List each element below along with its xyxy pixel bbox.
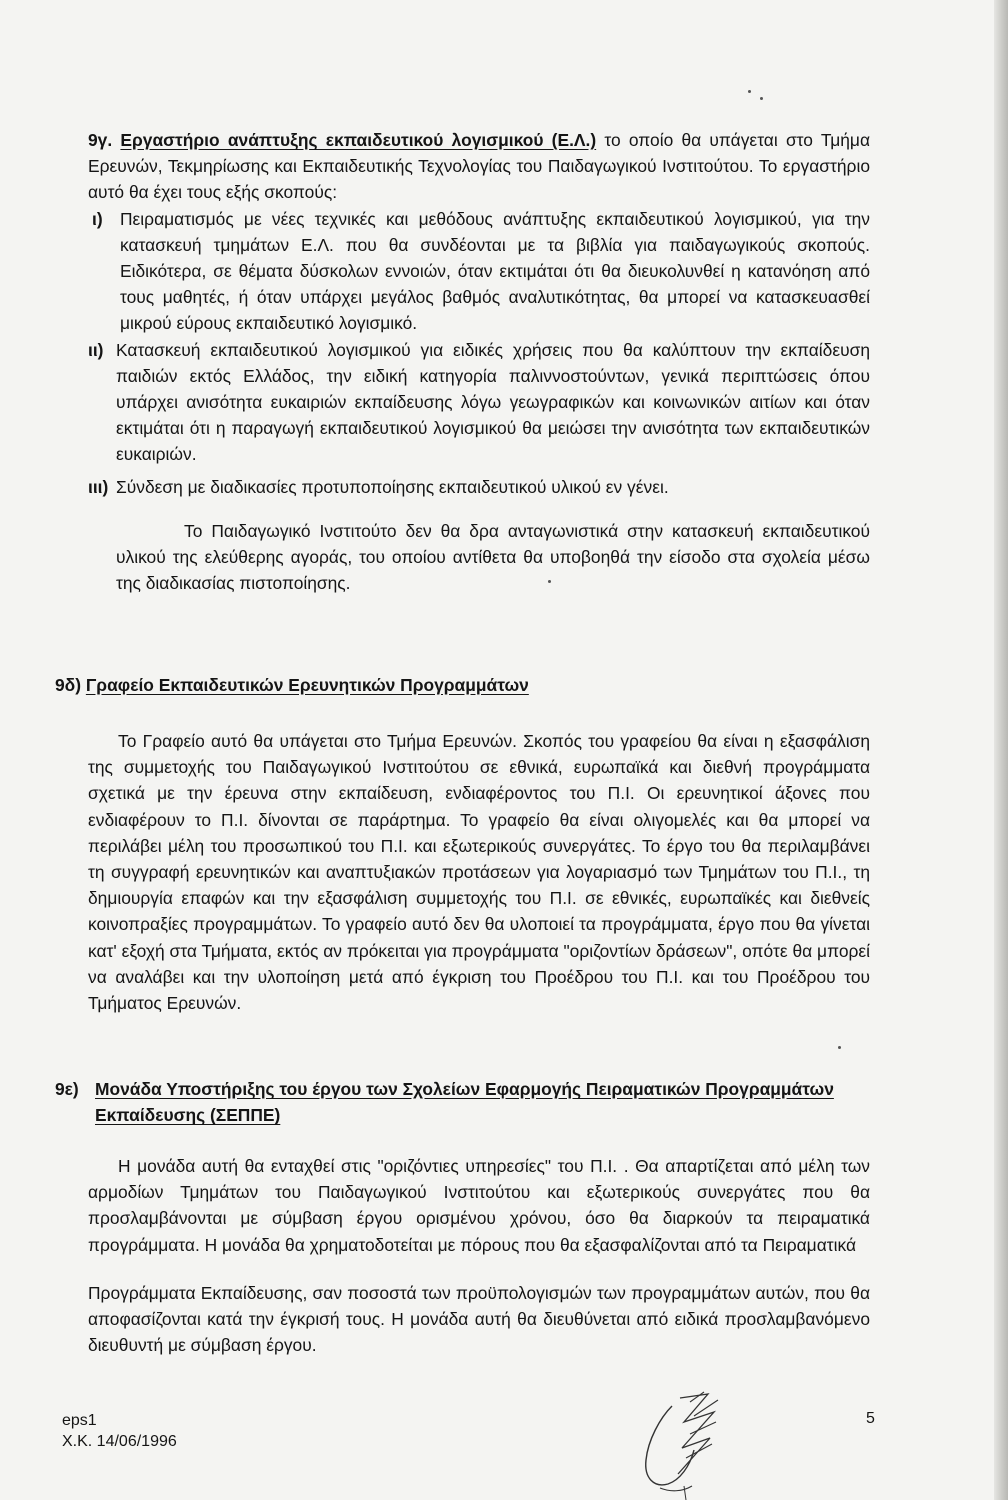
item-text: Σύνδεση με διαδικασίες προτυποποίησης εκπαιδευτικού υλικού εν γένει.	[116, 476, 669, 497]
footer-date: Χ.Κ. 14/06/1996	[62, 1433, 177, 1450]
section-9g-item-1	[92, 206, 870, 337]
section-9g-intro-text: το οποίο θα υπάγεται στο Τμήμα Ερευνών, Τεκμηρίωσης και Εκπαιδευτικής Τεχνολογίας του Παιδαγωγικού Ινστιτούτου. Το εργαστήριο αυτό θα έχει τους εξής σκοπούς:	[88, 130, 870, 203]
item-marker: ι)	[92, 208, 103, 229]
section-9e-text-1: Η μονάδα αυτή θα ενταχθεί στις "οριζόντιες υπηρεσίες" του Π.Ι. . Θα απαρτίζεται από μέλη των αρμοδίων Τμημάτων του Παιδαγωγικού Ινστιτούτου και εξωτερικούς συνεργάτες που θα προσλαμβάνονται με σύμβαση έργου ορισμένου χρόνου, όσο θα διαρκούν τα πειραματικά προγράμματα. Η μονάδα θα χρηματοδοτείται με πόρους που θα εξασφαλίζονται από τα Πειραματικά	[88, 1156, 870, 1255]
section-9d-number: 9δ)	[55, 675, 82, 695]
item-text: Κατασκευή εκπαιδευτικού λογισμικού για ειδικές χρήσεις που θα καλύπτουν την εκπαίδευση παιδιών εκτός Ελλάδος, την ειδική κατηγορία παλιννοστούντων, γενικά περιπτώσεις όπου υπάρχει ανισότητα ευκαιριών εκπαίδευσης λόγω γεωγραφικών και κοινωνικών αιτίων και όταν εκτιμάται ότι η παραγωγή εκπαιδευτικού λογισμικού θα μειώσει την ανισότητα των εκπαιδευτικών ευκαιριών.	[116, 339, 870, 465]
handwritten-signature	[620, 1388, 730, 1500]
section-9e-text-2: Προγράμματα Εκπαίδευσης, σαν ποσοστά των προϋπολογισμών των προγραμμάτων αυτών, που θα αποφασίζονται κατά την έγκρισή τους. Η μονάδα αυτή θα διευθύνεται από ειδικά προσλαμβανόμενο διευθυντή με σύμβαση έργου.	[88, 1282, 870, 1356]
scan-dot	[548, 580, 551, 583]
section-9d-heading-line	[55, 672, 870, 698]
section-9g	[88, 127, 870, 596]
section-9e-heading	[55, 1076, 870, 1128]
section-9e-heading-line	[55, 1076, 870, 1128]
section-9d-text: Το Γραφείο αυτό θα υπάγεται στο Τμήμα Ερευνών. Σκοπός του γραφείου θα είναι η εξασφάλιση της συμμετοχής του Παιδαγωγικού Ινστιτούτου σε εθνικά, ευρωπαϊκά και διεθνή προγράμματα σχετικά με την έρευνα στην εκπαίδευση, ενδιαφέροντος του Π.Ι. Οι ερευνητικοί άξονες που ενδιαφέρουν το Π.Ι. δίνονται σε παράρτημα. Το γραφείο θα είναι ολιγομελές και θα μπορεί να περιλάβει μέλη του προσωπικού του Π.Ι. και εξωτερικούς συνεργάτες. Το έργο του θα περιλαμβάνει τη συγγραφή ερευνητικών και αναπτυξιακών προτάσεων για λογαριασμό των Τμημάτων του Π.Ι., τη δημιουργία επαφών και την εξασφάλιση συμμετοχής του Π.Ι. σε εθνικές, ευρωπαϊκές και διεθνείς κοινοπραξίες προγραμμάτων. Το γραφείο αυτό δεν θα υλοποιεί τα προγράμματα, έργο που θα γίνεται κατ' εξοχή στα Τμήματα, εκτός αν πρόκειται για προγράμματα "οριζοντίων δράσεων", οπότε θα μπορεί να αναλάβει και την υλοποίηση μετά από έγκριση του Προέδρου του Π.Ι. και του Προέδρου του Τμήματος Ερευνών.	[88, 731, 870, 1014]
page-number: 5	[866, 1410, 875, 1427]
section-9e-number: 9ε)	[55, 1079, 79, 1099]
section-9g-closing: Το Παιδαγωγικό Ινστιτούτο δεν θα δρα ανταγωνιστικά στην κατασκευή εκπαιδευτικού υλικού της ελεύθερης αγοράς, του οποίου αντίθετα θα υποβοηθά την είσοδο στα σχολεία μέσω της διαδικασίας πιστοποίησης.	[116, 520, 870, 594]
section-9g-intro	[88, 127, 870, 206]
section-9d-title: Γραφείο Εκπαιδευτικών Ερευνητικών Προγραμμάτων	[85, 675, 529, 695]
item-marker: ιιι)	[88, 476, 109, 497]
scan-dot	[760, 97, 763, 100]
section-9d-heading	[55, 672, 870, 698]
item-marker: ιι)	[88, 339, 104, 360]
section-9g-number: 9γ.	[88, 130, 113, 150]
footer-info	[62, 1410, 177, 1452]
section-9e-body	[88, 1153, 870, 1358]
section-9g-item-2	[88, 337, 870, 468]
section-9g-item-3	[88, 474, 870, 500]
item-text: Πειραματισμός με νέες τεχνικές και μεθόδους ανάπτυξης εκπαιδευτικού λογισμικού, για την κατασκευή τμημάτων Ε.Λ. που θα συνδέονται με τα βιβλία για παιδαγωγικούς σκοπούς. Ειδικότερα, σε θέματα δύσκολων εννοιών, όταν εκτιμάται ότι θα διευκολυνθεί η κατανόηση από τους μαθητές, ή όταν υπάρχει μεγάλος βαθμός αναλυτικότητας, θα μπορεί να κατασκευασθεί μικρού εύρους εκπαιδευτικό λογισμικό.	[120, 208, 870, 334]
section-9g-title: Εργαστήριο ανάπτυξης εκπαιδευτικού λογισμικού (Ε.Λ.)	[120, 130, 597, 150]
page-edge-shadow	[994, 0, 1008, 1500]
scan-dot	[838, 1046, 841, 1049]
footer-doc-id: eps1	[62, 1412, 97, 1429]
section-9d-body	[88, 728, 870, 1016]
scan-dot	[748, 90, 751, 93]
section-9e-title: Μονάδα Υποστήριξης του έργου των Σχολείων Εφαρμογής Πειραματικών Προγραμμάτων Εκπαίδευσης (ΣΕΠΠΕ)	[95, 1079, 834, 1126]
